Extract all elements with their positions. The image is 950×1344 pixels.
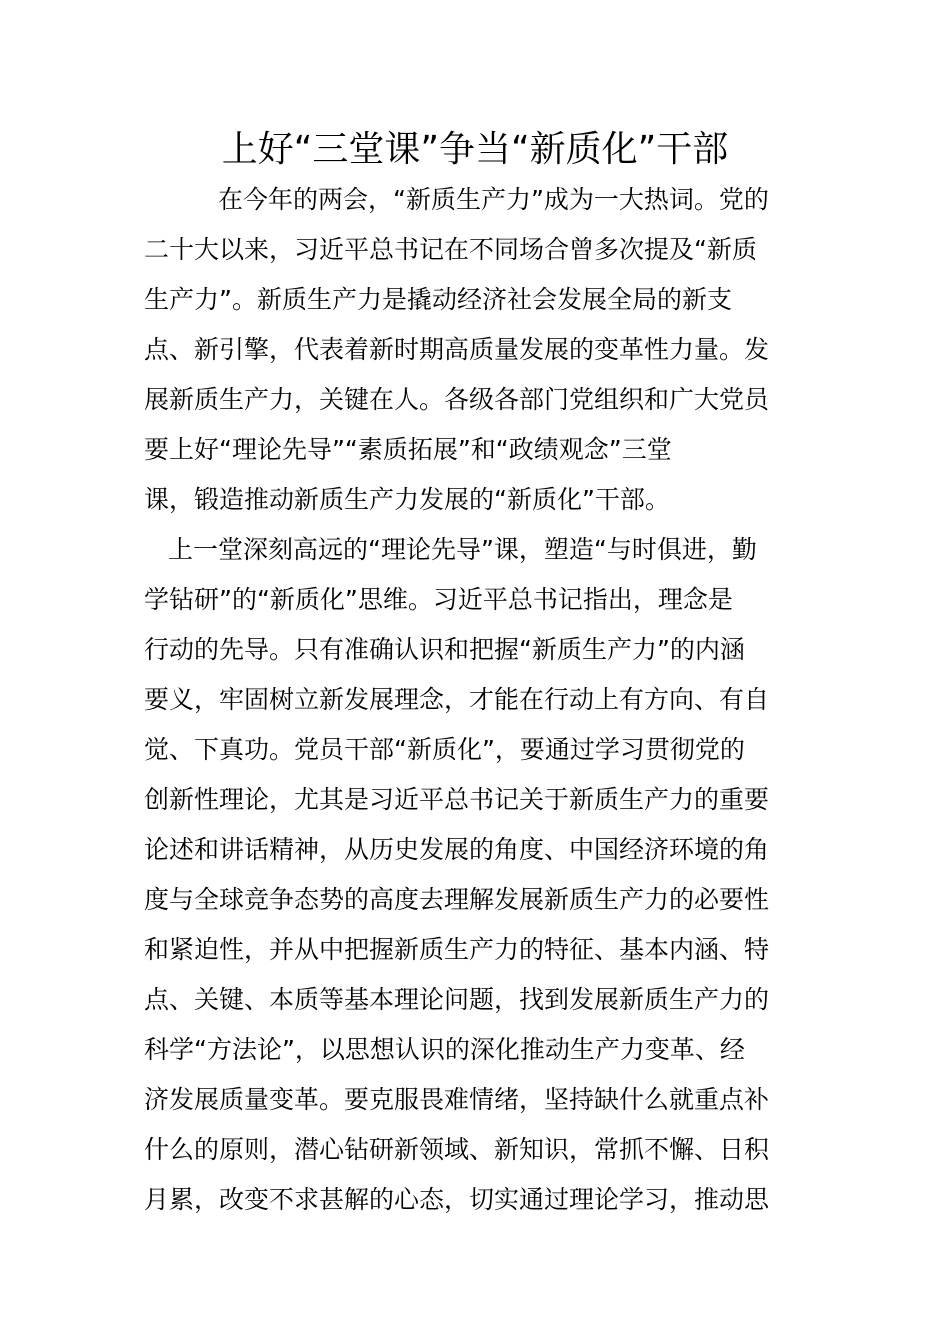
text-line: 要义，牢固树立新发展理念，才能在行动上有方向、有自 bbox=[144, 685, 770, 714]
paragraph-theory-lesson bbox=[144, 525, 808, 1225]
text-line: 课，锻造推动新质生产力发展的“新质化”干部。 bbox=[144, 485, 670, 514]
text-line: 度与全球竞争态势的高度去理解发展新质生产力的必要性 bbox=[144, 885, 770, 914]
text-line: 和紧迫性，并从中把握新质生产力的特征、基本内涵、特 bbox=[144, 935, 770, 964]
text-line: 月累，改变不求甚解的心态，切实通过理论学习，推动思 bbox=[144, 1185, 770, 1214]
text-line: 济发展质量变革。要克服畏难情绪，坚持缺什么就重点补 bbox=[144, 1085, 770, 1114]
text-line: 论述和讲话精神，从历史发展的角度、中国经济环境的角 bbox=[144, 835, 770, 864]
text-line: 点、关键、本质等基本理论问题，找到发展新质生产力的 bbox=[144, 985, 770, 1014]
text-line: 生产力”。新质生产力是撬动经济社会发展全局的新支 bbox=[144, 285, 732, 314]
paragraph-intro bbox=[144, 175, 808, 525]
text-line: 什么的原则，潜心钻研新领域、新知识，常抓不懈、日积 bbox=[144, 1135, 770, 1164]
text-line: 二十大以来，习近平总书记在不同场合曾多次提及“新质 bbox=[144, 235, 757, 264]
document-body bbox=[144, 175, 808, 1225]
text-line: 行动的先导。只有准确认识和把握“新质生产力”的内涵 bbox=[144, 635, 745, 664]
text-line: 觉、下真功。党员干部“新质化”，要通过学习贯彻党的 bbox=[144, 735, 745, 764]
text-line: 在今年的两会，“新质生产力”成为一大热词。党的 bbox=[218, 185, 769, 214]
text-line: 点、新引擎，代表着新时期高质量发展的变革性力量。发 bbox=[144, 335, 770, 364]
text-line: 创新性理论，尤其是习近平总书记关于新质生产力的重要 bbox=[144, 785, 770, 814]
text-line: 展新质生产力，关键在人。各级各部门党组织和广大党员 bbox=[144, 385, 770, 414]
text-line: 上一堂深刻高远的“理论先导”课，塑造“与时俱进，勤 bbox=[168, 535, 757, 564]
document-title: 上好“三堂课”争当“新质化”干部 bbox=[221, 129, 729, 170]
text-line: 科学“方法论”，以思想认识的深化推动生产力变革、经 bbox=[144, 1035, 745, 1064]
text-line: 要上好“理论先导”“素质拓展”和“政绩观念”三堂 bbox=[144, 435, 672, 464]
text-line: 学钻研”的“新质化”思维。习近平总书记指出，理念是 bbox=[144, 585, 733, 614]
